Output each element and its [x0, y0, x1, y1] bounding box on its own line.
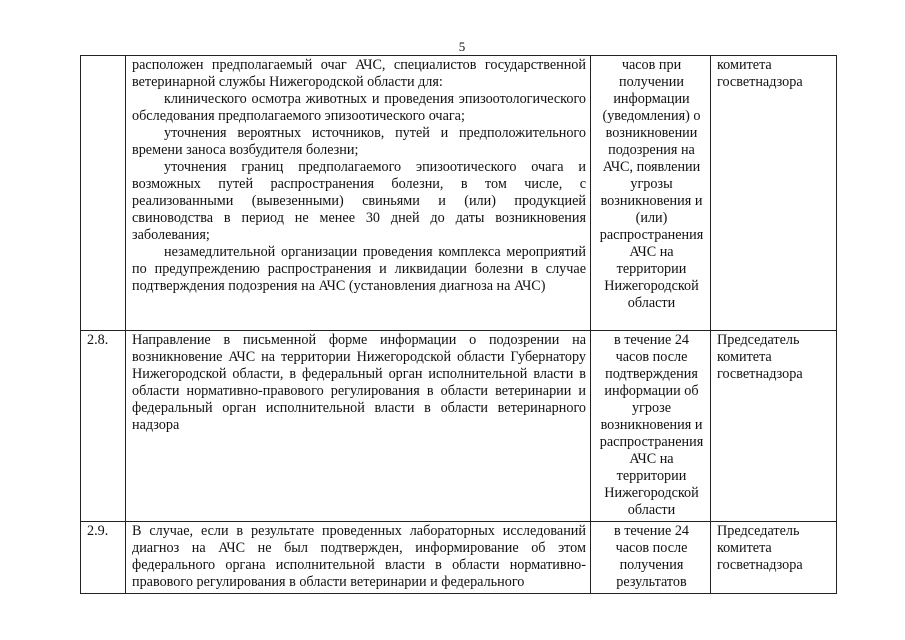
item-number-cell: 2.8.	[81, 331, 126, 522]
deadline-line: области	[627, 502, 676, 518]
deadline-line: возникновения и	[600, 417, 703, 433]
table-row	[81, 56, 837, 331]
deadline-cell	[591, 331, 711, 522]
responsible-line: Председатель	[717, 523, 800, 539]
responsible-line: комитета	[717, 540, 772, 556]
deadline-line: Нижегородской	[604, 485, 699, 501]
item-number-cell: 2.9.	[81, 522, 126, 594]
deadline-line: территории	[616, 261, 687, 277]
measure-description-cell	[126, 331, 591, 522]
measure-description-cell	[126, 56, 591, 331]
deadline-line: часов после	[615, 540, 688, 556]
paragraph: уточнения вероятных источников, путей и предположительного времени заноса возбудителя болезни;	[132, 125, 586, 158]
deadline-line: получения	[619, 557, 684, 573]
table-row	[81, 331, 837, 522]
deadline-line: возникновении	[605, 125, 698, 141]
paragraph: клинического осмотра животных и проведения эпизоотологического обследования предполагаемого эпизоотического очага;	[132, 91, 586, 124]
responsible-line: комитета	[717, 57, 772, 73]
deadline-line: подтверждения	[605, 366, 698, 382]
responsible-cell	[711, 56, 837, 331]
table-row	[81, 522, 837, 594]
deadline-line: в течение 24	[613, 332, 690, 348]
deadline-line: области	[627, 295, 676, 311]
page-number: 5	[458, 39, 466, 54]
deadline-cell	[591, 56, 711, 331]
deadline-line: угрозы	[630, 176, 673, 192]
responsible-line: комитета	[717, 349, 772, 365]
deadline-line: получении	[619, 74, 684, 90]
deadline-line: подозрения на	[608, 142, 695, 158]
responsible-cell	[711, 522, 837, 594]
paragraph: Направление в письменной форме информации о подозрении на возникновение АЧС на территории Нижегородской области Губернатору Нижегородской области, в федеральный орган исполнительной власти в области нормативно-правового регулирования в области ветеринарии и федеральный орган исполнительной власти в области ветеринарного надзора	[132, 332, 586, 433]
deadline-line: распространения	[599, 227, 704, 243]
deadline-line: Нижегородской	[604, 278, 699, 294]
responsible-line: Председатель	[717, 332, 800, 348]
deadline-line: возникновения и	[600, 193, 703, 209]
deadline-line: территории	[616, 468, 687, 484]
deadline-line: результатов	[616, 574, 687, 590]
deadline-line: в течение 24	[613, 523, 690, 539]
deadline-line: АЧС, появлении	[602, 159, 701, 175]
paragraph: В случае, если в результате проведенных лабораторных исследований диагноз на АЧС не был подтвержден, информирование об этом федерального органа исполнительной власти в области нормативно-правового регулирования в области ветеринарии и федерального	[132, 523, 586, 590]
item-number-cell	[81, 56, 126, 331]
deadline-line: (или)	[635, 210, 668, 226]
deadline-line: АЧС на	[629, 244, 674, 260]
paragraph: уточнения границ предполагаемого эпизоотического очага и возможных путей распространения болезни, в том числе, с реализованными (вывезенными) свиньями и (или) продукцией свиноводства в период не менее 30 дней до даты возникновения заболевания;	[132, 159, 586, 243]
deadline-line: АЧС на	[629, 451, 674, 467]
deadline-line: информации об	[604, 383, 699, 399]
paragraph: расположен предполагаемый очаг АЧС, специалистов государственной ветеринарной службы Нижегородской области для:	[132, 57, 586, 90]
responsible-line: госветнадзора	[717, 74, 803, 90]
deadline-line: распространения	[599, 434, 704, 450]
deadline-line: часов после	[615, 349, 688, 365]
deadline-line: часов при	[621, 57, 682, 73]
responsible-cell	[711, 331, 837, 522]
responsible-line: госветнадзора	[717, 557, 803, 573]
paragraph: незамедлительной организации проведения комплекса мероприятий по предупреждению распространения и ликвидации болезни в случае подтверждения подозрения на АЧС (установления диагноза на АЧС)	[132, 244, 586, 294]
deadline-line: угрозе	[631, 400, 671, 416]
measure-description-cell	[126, 522, 591, 594]
measures-table	[80, 55, 837, 594]
responsible-line: госветнадзора	[717, 366, 803, 382]
deadline-cell	[591, 522, 711, 594]
deadline-line: информации	[613, 91, 690, 107]
deadline-line: (уведомления) о	[602, 108, 701, 124]
